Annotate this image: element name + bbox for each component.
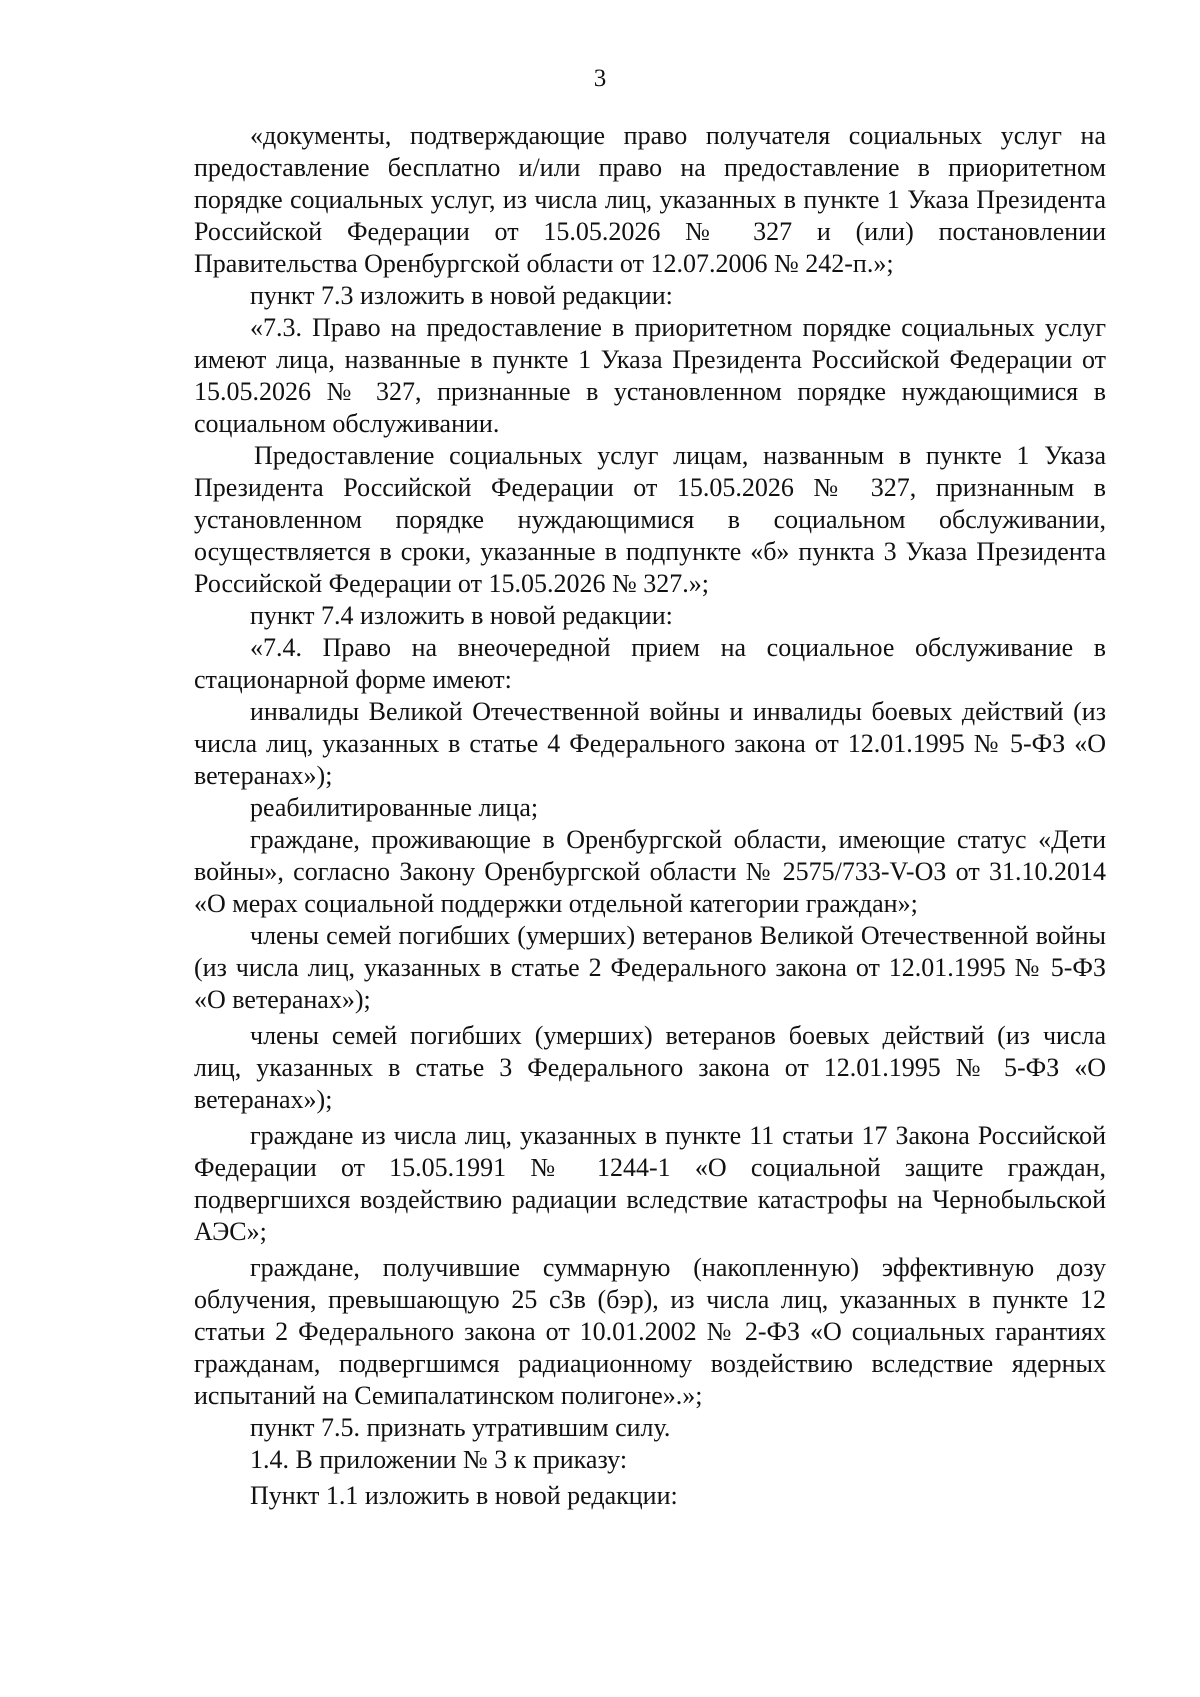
paragraph-rehabilitated: реабилитированные лица; <box>250 793 539 822</box>
paragraph-item-7-5: пункт 7.5. признать утратившим силу. <box>250 1413 671 1442</box>
paragraph-item-1-1: Пункт 1.1 изложить в новой редакции: <box>250 1481 678 1510</box>
paragraph-war-invalids: инвалиды Великой Отечественной войны и инвалиды боевых действий (из числа лиц, указанных в статье 4 Федерального закона от 12.01.1995 № 5-ФЗ «О ветеранах»); <box>194 697 1106 790</box>
paragraph-chernobyl: граждане из числа лиц, указанных в пункте 11 статьи 17 Закона Российской Федерации от 15.05.1991 № 1244-1 «О социальной защите граждан, подвергшихся воздействию радиации вследствие катастрофы на Чернобыльской АЭС»; <box>194 1121 1106 1246</box>
paragraph-item-7-3-text: «7.3. Право на предоставление в приоритетном порядке социальных услуг имеют лица, названные в пункте 1 Указа Президента Российской Федерации от 15.05.2026 № 327, признанные в установленном порядке нуждающимися в социальном обслуживании. <box>194 313 1106 438</box>
paragraph-documents-list: «документы, подтверждающие право получателя социальных услуг на предоставление бесплатно и/или право на предоставление в приоритетном порядке социальных услуг, из числа лиц, указанных в пункте 1 Указа Президента Российской Федерации от 15.05.2026 № 327 и (или) постановлении Правительства Оренбургской области от 12.07.2006 № 242-п.»; <box>194 121 1106 278</box>
paragraph-family-combat-veterans: члены семей погибших (умерших) ветеранов боевых действий (из числа лиц, указанных в статье 3 Федерального закона от 12.01.1995 № 5-ФЗ «О ветеранах»); <box>194 1021 1106 1114</box>
page-number: 3 <box>593 65 607 92</box>
paragraph-semipalatinsk: граждане, получившие суммарную (накопленную) эффективную дозу облучения, превышающую 25 сЗв (бэр), из числа лиц, указанных в пункте 12 статьи 2 Федерального закона от 10.01.2002 № 2-ФЗ «О социальных гарантиях гражданам, подвергшимся радиационному воздействию вследствие ядерных испытаний на Семипалатинском полигоне».»; <box>194 1253 1106 1410</box>
document-body <box>194 120 1106 1512</box>
paragraph-item-7-4-text: «7.4. Право на внеочередной прием на социальное обслуживание в стационарной форме имеют: <box>194 633 1106 694</box>
paragraph-family-wwii-veterans: члены семей погибших (умерших) ветеранов Великой Отечественной войны (из числа лиц, указанных в статье 2 Федерального закона от 12.01.1995 № 5-ФЗ «О ветеранах»); <box>194 921 1106 1014</box>
paragraph-appendix-3: 1.4. В приложении № 3 к приказу: <box>250 1445 628 1474</box>
paragraph-children-of-war: граждане, проживающие в Оренбургской области, имеющие статус «Дети войны», согласно Закону Оренбургской области № 2575/733-V-ОЗ от 31.10.2014 «О мерах социальной поддержки отдельной категории граждан»; <box>194 825 1106 918</box>
paragraph-item-7-3-heading: пункт 7.3 изложить в новой редакции: <box>250 281 673 310</box>
paragraph-item-7-3-provision: Предоставление социальных услуг лицам, названным в пункте 1 Указа Президента Российской Федерации от 15.05.2026 № 327, признанным в установленном порядке нуждающимися в социальном обслуживании, осуществляется в сроки, указанные в подпункте «б» пункта 3 Указа Президента Российской Федерации от 15.05.2026 № 327.»; <box>194 441 1106 598</box>
paragraph-item-7-4-heading: пункт 7.4 изложить в новой редакции: <box>250 601 673 630</box>
